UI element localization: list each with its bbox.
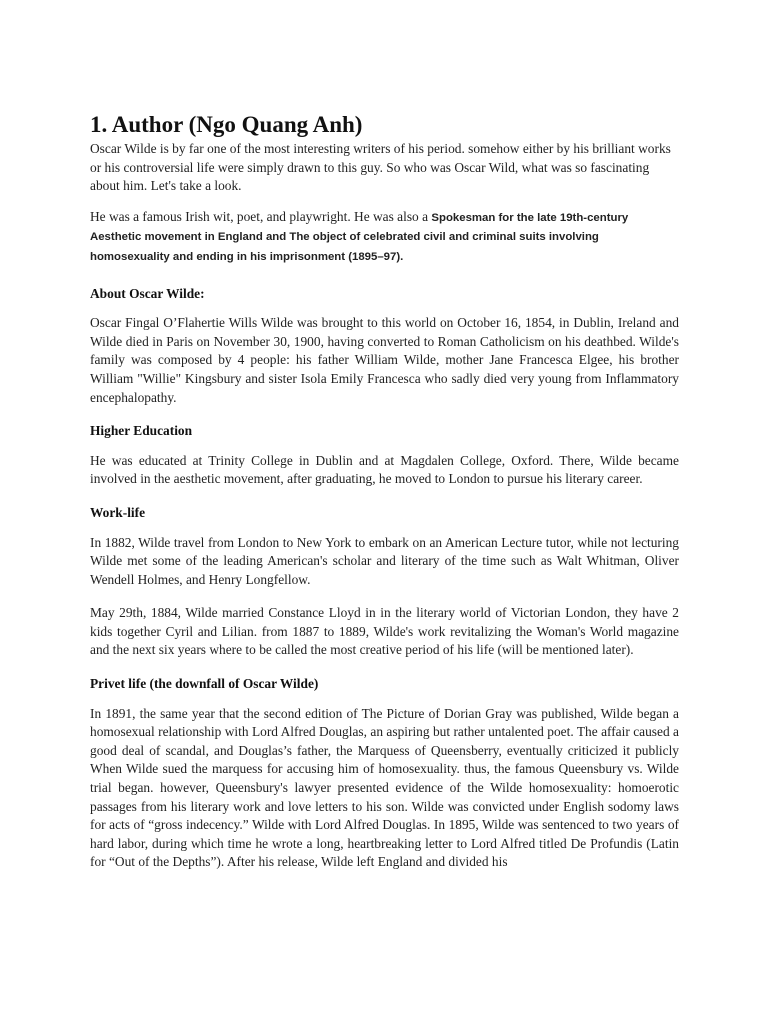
spokesman-paragraph <box>90 208 679 267</box>
document-page <box>90 110 679 887</box>
section-heading-work-life: Work-life <box>90 504 146 520</box>
section-body-education: He was educated at Trinity College in Dublin and at Magdalen College, Oxford. There, Wilde became involved in the aesthetic movement, after graduating, he moved to London to pursue his literary career. <box>90 452 679 487</box>
section-body-work-life-1: In 1882, Wilde travel from London to New York to embark on an American Lecture tutor, while not lecturing Wilde met some of the leading American's scholar and literary of the time such as Walt Whitman, Oliver Wendell Holmes, and Henry Longfellow. <box>90 534 679 587</box>
section-body-work-life-2: May 29th, 1884, Wilde married Constance Lloyd in in the literary world of Victorian London, they have 2 kids together Cyril and Lilian. from 1887 to 1889, Wilde's work revitalizing the Woman's World magazine and the next six years where to be called the most creative period of his life (will be mentioned later). <box>90 605 679 658</box>
section-heading-about: About Oscar Wilde: <box>90 285 205 301</box>
section-body-private-life: In 1891, the same year that the second edition of The Picture of Dorian Gray was published, Wilde began a homosexual relationship with Lord Alfred Douglas, an aspiring but rather untalented poet. The affair caused a good deal of scandal, and Douglas’s father, the Marquess of Queensberry, eventually criticized it publicly When Wilde sued the marquess for accusing him of homosexuality. thus, the famous Queensbury vs. Wilde trial began. however, Queensbury's lawyer presented evidence of the Wilde homosexuality: homoerotic passages from his literary work and love letters to his son. Wilde was convicted under English sodomy laws for acts of “gross indecency.” Wilde with Lord Alfred Douglas. In 1895, Wilde was sentenced to two years of hard labor, during which time he wrote a long, heartbreaking letter to Lord Alfred titled De Profundis (Latin for “Out of the Depths”). After his release, Wilde left England and divided his <box>90 705 679 870</box>
document-title: 1. Author (Ngo Quang Anh) <box>90 112 363 137</box>
section-heading-private-life: Privet life (the downfall of Oscar Wilde) <box>90 676 319 692</box>
spokesman-bold-text: Spokesman for the late 19th-century Aesthetic movement in England and The object of celebrated civil and criminal suits involving homosexuality and ending in his imprisonment (1895–97). <box>90 211 629 263</box>
section-body-about: Oscar Fingal O’Flahertie Wills Wilde was brought to this world on October 16, 1854, in Dublin, Ireland and Wilde died in Paris on November 30, 1900, having converted to Roman Catholicism on his deathbed. Wilde's family was composed by 4 people: his father William Wilde, mother Jane Francesca Elgee, his brother William "Willie" Kingsbury and sister Isola Emily Francesca who sadly died very young from Inflammatory encephalopathy. <box>90 315 679 405</box>
spokesman-lead-text: He was a famous Irish wit, poet, and playwright. He was also a <box>90 208 432 224</box>
intro-paragraph: Oscar Wilde is by far one of the most interesting writers of his period. somehow either by his brilliant works or his controversial life were simply drawn to this guy. So who was Oscar Wild, what was so fascinating about him. Let's take a look. <box>90 141 671 194</box>
section-heading-education: Higher Education <box>90 423 193 439</box>
